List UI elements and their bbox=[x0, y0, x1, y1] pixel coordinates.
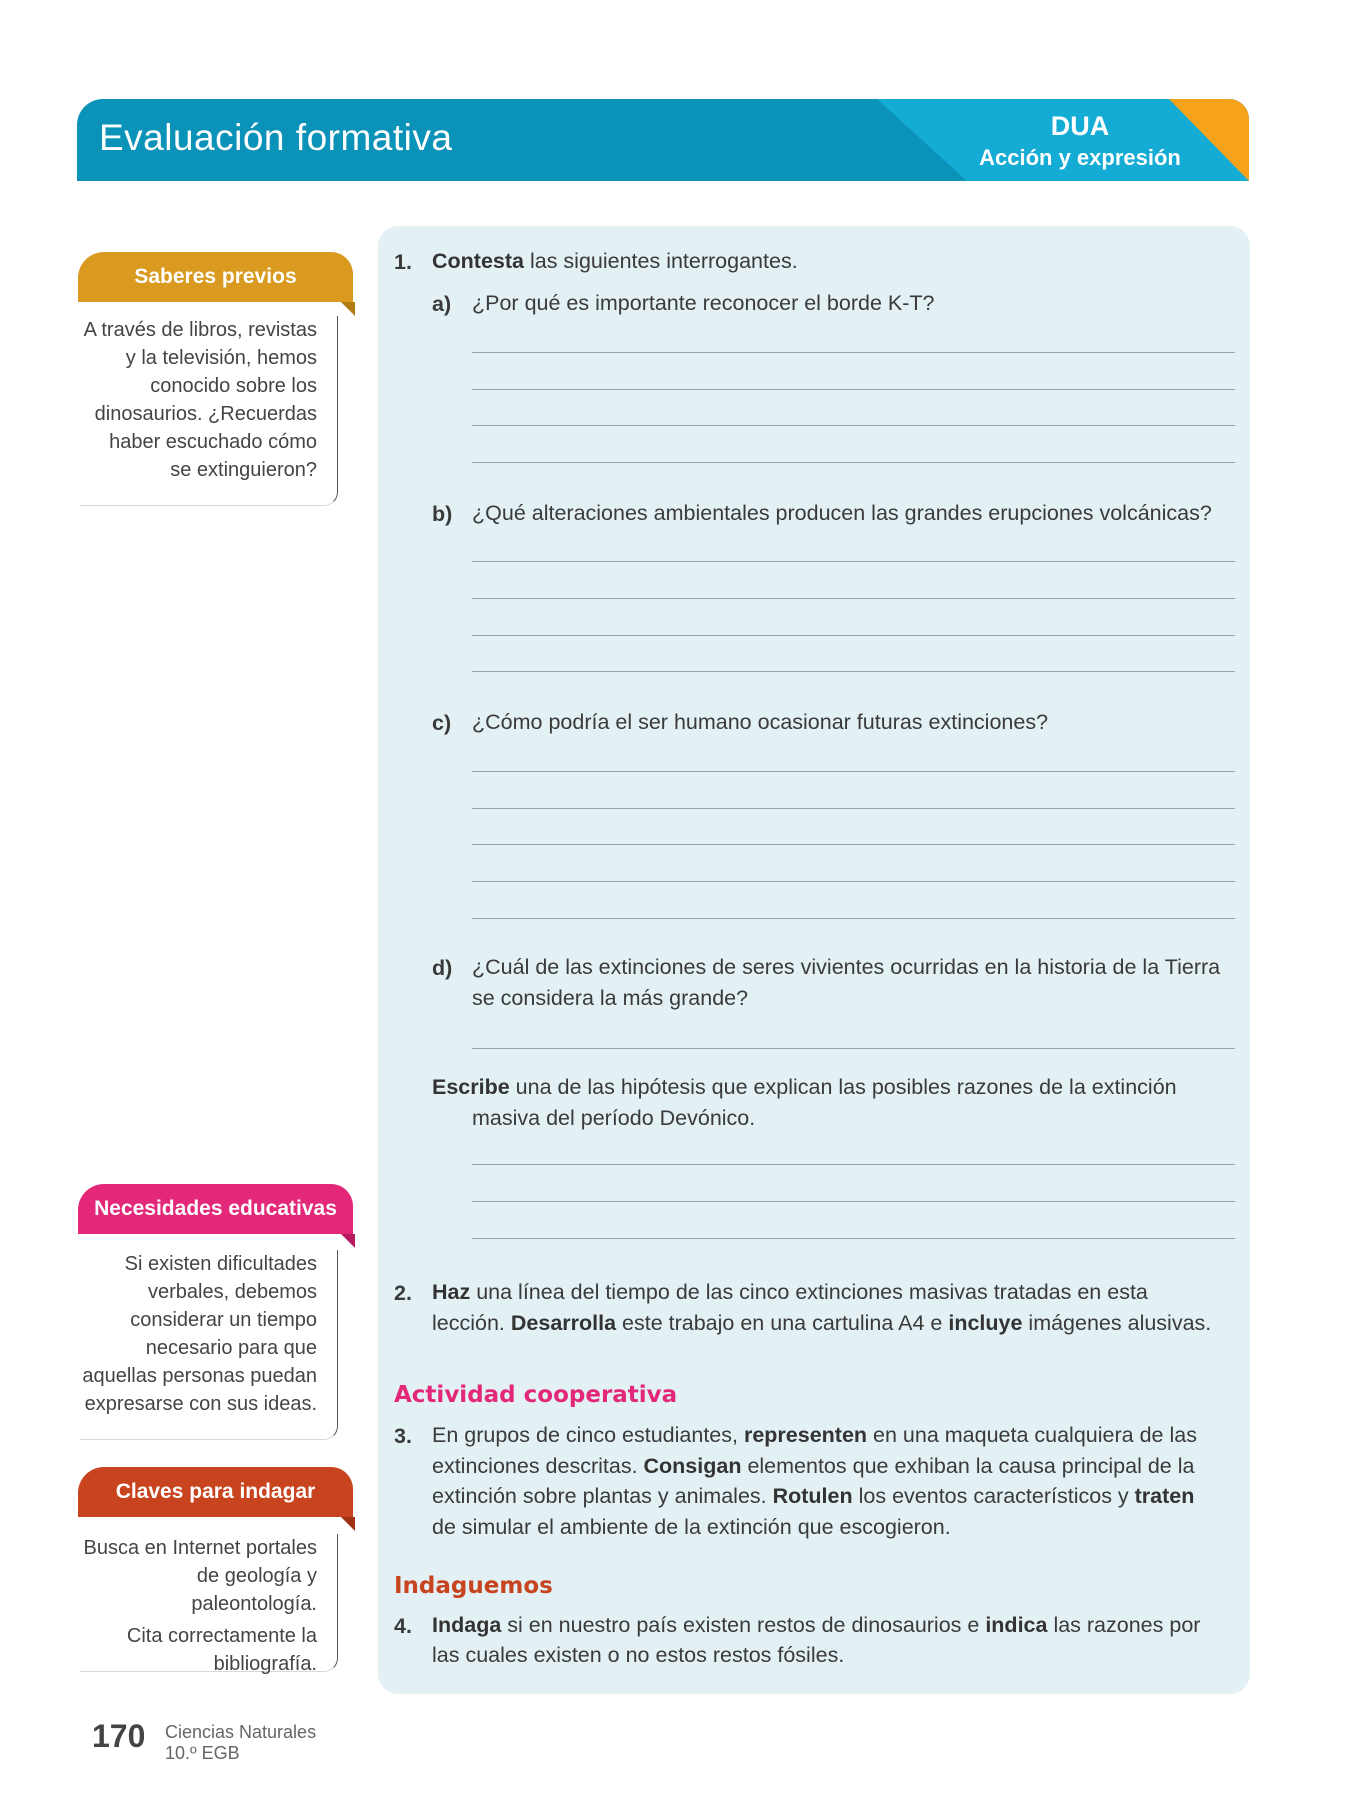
saberes-previos-body bbox=[80, 316, 338, 506]
answer-line[interactable] bbox=[472, 918, 1235, 919]
necesidades-educativas-body bbox=[80, 1250, 338, 1440]
instruction-verb: Indaga bbox=[432, 1613, 502, 1637]
claves-para-indagar-body bbox=[80, 1534, 338, 1675]
sidebar-line: considerar un tiempo bbox=[130, 1309, 317, 1331]
sidebar-line: bibliografía. bbox=[213, 1653, 317, 1675]
answer-line[interactable] bbox=[472, 1048, 1235, 1049]
subquestion-d-line1: ¿Cuál de las extinciones de seres vivientes ocurridas en la historia de la Tierra bbox=[472, 955, 1221, 979]
question-3-line3 bbox=[432, 1481, 1194, 1511]
question-text: lección. bbox=[432, 1311, 511, 1335]
instruction-verb: Rotulen bbox=[772, 1484, 853, 1508]
necesidades-educativas-tab: Necesidades educativas bbox=[78, 1184, 353, 1234]
escribe-instruction-line2: masiva del período Devónico. bbox=[472, 1106, 756, 1130]
instruction-text: una de las hipótesis que explican las posibles razones de la extinción bbox=[509, 1075, 1177, 1099]
sidebar-line: aquellas personas puedan bbox=[82, 1365, 317, 1387]
answer-line[interactable] bbox=[472, 881, 1235, 882]
answer-line[interactable] bbox=[472, 1201, 1235, 1202]
question-text: este trabajo en una cartulina A4 e bbox=[616, 1311, 949, 1335]
escribe-instruction bbox=[432, 1072, 1235, 1102]
sidebar-line: Si existen dificultades bbox=[124, 1253, 317, 1275]
question-3-line2 bbox=[432, 1451, 1194, 1481]
answer-line[interactable] bbox=[472, 561, 1235, 562]
question-number: 1. bbox=[394, 250, 412, 274]
question-text: en una maqueta cualquiera de las bbox=[867, 1423, 1197, 1447]
instruction-verb: incluye bbox=[948, 1311, 1023, 1335]
answer-line[interactable] bbox=[472, 425, 1235, 426]
instruction-verb: Contesta bbox=[432, 249, 524, 273]
answer-line[interactable] bbox=[472, 462, 1235, 463]
dua-subtitle: Acción y expresión bbox=[979, 145, 1181, 170]
question-3-line4: de simular el ambiente de la extinción que escogieron. bbox=[432, 1515, 951, 1539]
question-text: extinciones descritas. bbox=[432, 1454, 644, 1478]
question-text: las siguientes interrogantes. bbox=[523, 249, 798, 273]
question-number: 2. bbox=[394, 1281, 412, 1305]
subquestion-label: d) bbox=[432, 956, 453, 980]
question-4-line1 bbox=[432, 1610, 1200, 1640]
footer-grade: 10.º EGB bbox=[165, 1743, 240, 1763]
page-title: Evaluación formativa bbox=[99, 117, 453, 158]
sidebar-line: dinosaurios. ¿Recuerdas bbox=[94, 403, 317, 425]
answer-line[interactable] bbox=[472, 389, 1235, 390]
answer-line[interactable] bbox=[472, 1164, 1235, 1165]
sidebar-line: se extinguieron? bbox=[170, 459, 317, 481]
answer-line[interactable] bbox=[472, 671, 1235, 672]
subquestion-label: a) bbox=[432, 292, 452, 316]
sidebar-line: necesario para que bbox=[145, 1337, 317, 1359]
answer-line[interactable] bbox=[472, 808, 1235, 809]
instruction-verb: Haz bbox=[432, 1280, 471, 1304]
subquestion-d-line2: se considera la más grande? bbox=[472, 986, 749, 1010]
indaguemos-heading: Indaguemos bbox=[394, 1573, 553, 1599]
sidebar-line: Cita correctamente la bbox=[126, 1625, 317, 1647]
question-text: imágenes alusivas. bbox=[1022, 1311, 1212, 1335]
question-text: las razones por bbox=[1047, 1613, 1201, 1637]
sidebar-line: verbales, debemos bbox=[148, 1281, 317, 1303]
question-number: 4. bbox=[394, 1614, 412, 1638]
question-text: una línea del tiempo de las cinco extinciones masivas tratadas en esta bbox=[470, 1280, 1148, 1304]
sidebar-line: de geología y paleontología. bbox=[191, 1565, 317, 1615]
question-1-text bbox=[432, 246, 798, 276]
saberes-previos-tab: Saberes previos bbox=[78, 252, 353, 302]
answer-line[interactable] bbox=[472, 771, 1235, 772]
sidebar-line: haber escuchado cómo bbox=[109, 431, 317, 453]
question-3-line1 bbox=[432, 1420, 1197, 1450]
footer-subject: Ciencias Naturales bbox=[165, 1722, 317, 1742]
question-text: extinción sobre plantas y animales. bbox=[432, 1484, 773, 1508]
question-text: En grupos de cinco estudiantes, bbox=[432, 1423, 744, 1447]
subquestion-c-text: ¿Cómo podría el ser humano ocasionar futuras extinciones? bbox=[472, 710, 1049, 734]
subquestion-b-text: ¿Qué alteraciones ambientales producen las grandes erupciones volcánicas? bbox=[472, 501, 1212, 525]
sidebar-paragraph bbox=[80, 1534, 317, 1618]
cooperative-activity-heading: Actividad cooperativa bbox=[394, 1382, 678, 1408]
answer-line[interactable] bbox=[472, 352, 1235, 353]
question-text: los eventos característicos y bbox=[852, 1484, 1135, 1508]
sidebar-line: y la televisión, hemos bbox=[125, 347, 317, 369]
instruction-verb: indica bbox=[985, 1613, 1048, 1637]
instruction-verb: traten bbox=[1134, 1484, 1195, 1508]
answer-line[interactable] bbox=[472, 844, 1235, 845]
instruction-verb: representen bbox=[743, 1423, 868, 1447]
claves-para-indagar-tab: Claves para indagar bbox=[78, 1467, 353, 1517]
answer-line[interactable] bbox=[472, 635, 1235, 636]
question-2-line1 bbox=[432, 1277, 1148, 1307]
sidebar-line: conocido sobre los bbox=[150, 375, 317, 397]
sidebar-line: expresarse con sus ideas. bbox=[84, 1393, 317, 1415]
question-4-line2: las cuales existen o no estos restos fósiles. bbox=[432, 1643, 845, 1667]
question-number: 3. bbox=[394, 1424, 412, 1448]
subquestion-a-text: ¿Por qué es importante reconocer el borde K-T? bbox=[472, 291, 935, 315]
question-2-line2 bbox=[432, 1308, 1211, 1338]
instruction-verb: Escribe bbox=[432, 1075, 510, 1099]
answer-line[interactable] bbox=[472, 1238, 1235, 1239]
question-text: si en nuestro país existen restos de dinosaurios e bbox=[501, 1613, 986, 1637]
dua-title: DUA bbox=[1050, 111, 1110, 141]
subquestion-label: b) bbox=[432, 502, 453, 526]
instruction-verb: Consigan bbox=[643, 1454, 742, 1478]
answer-line[interactable] bbox=[472, 598, 1235, 599]
sidebar-line: Busca en Internet portales bbox=[83, 1537, 317, 1559]
page-number: 170 bbox=[92, 1718, 146, 1754]
sidebar-line: A través de libros, revistas bbox=[83, 319, 317, 341]
instruction-verb: Desarrolla bbox=[510, 1311, 617, 1335]
sidebar-paragraph bbox=[80, 1622, 317, 1678]
question-text: elementos que exhiban la causa principal de la bbox=[741, 1454, 1195, 1478]
subquestion-label: c) bbox=[432, 711, 452, 735]
